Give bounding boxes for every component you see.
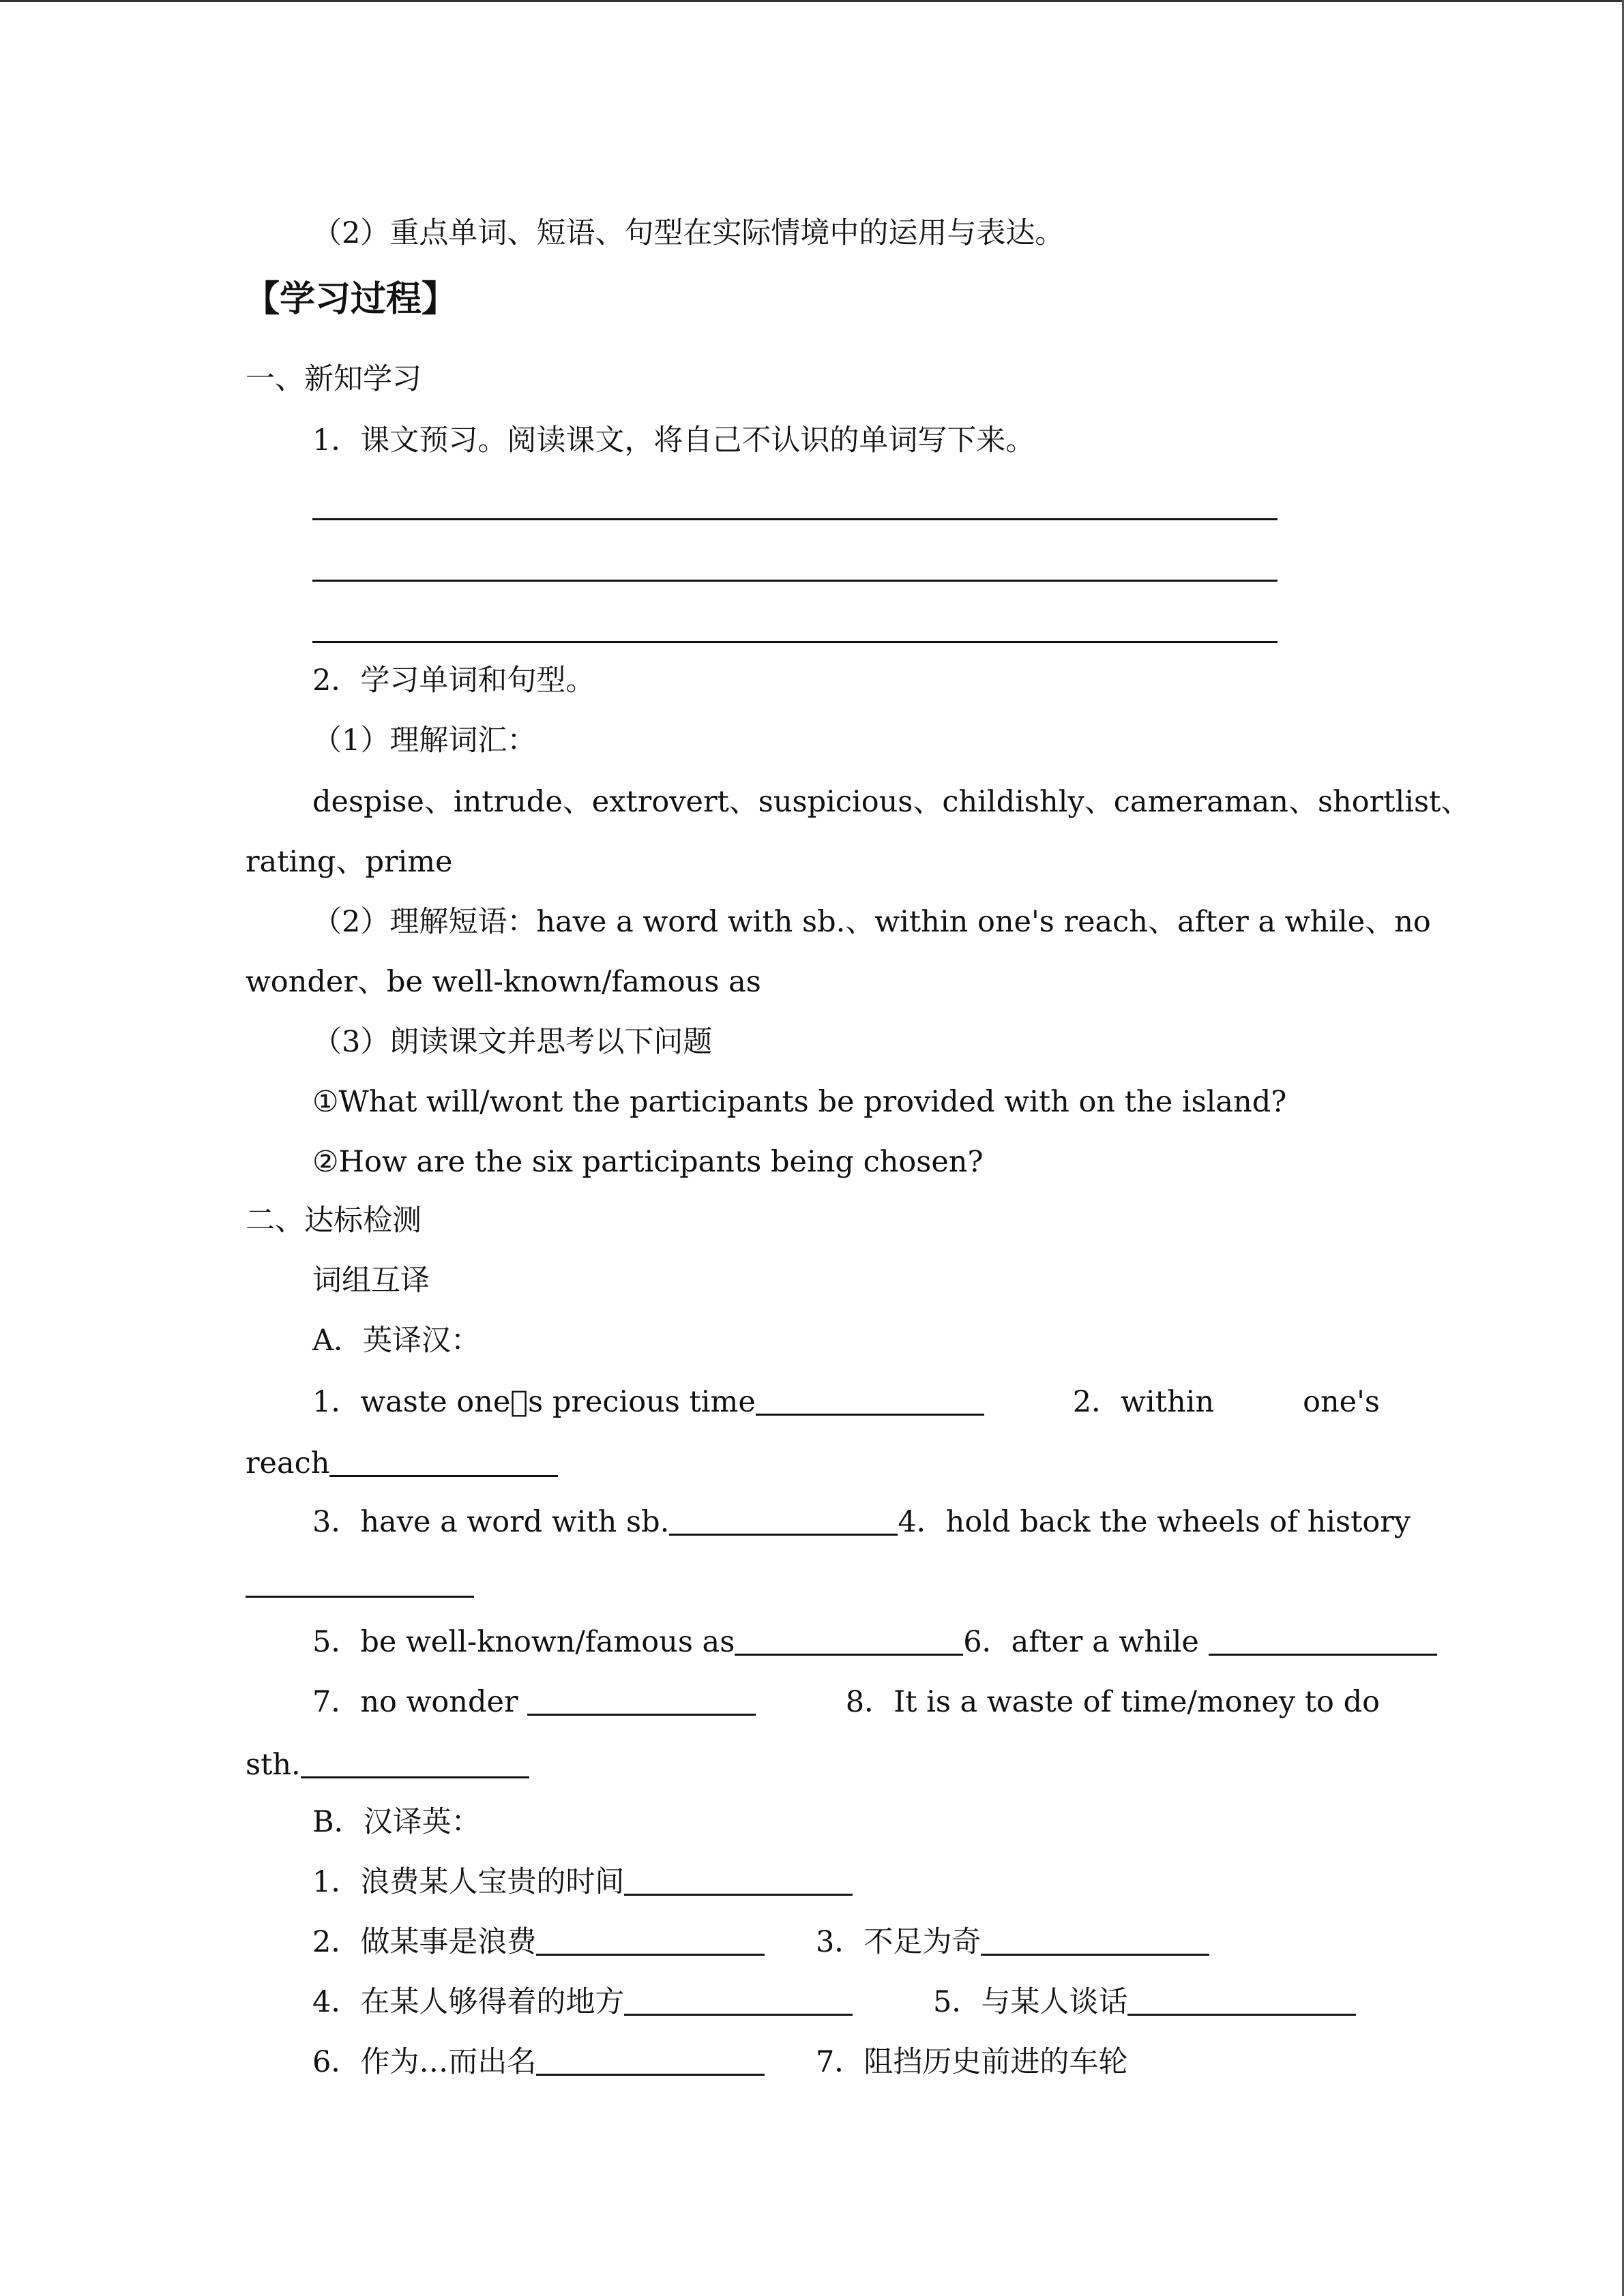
exercise-b5-text: 5．与某人谈话: [933, 1985, 1128, 2019]
section-b-label: B．汉译英：: [312, 1805, 481, 1839]
exercise-a3: [312, 1503, 898, 1541]
phrases-line-1: （2）理解短语：have a word with sb.、within one's reach、after a while、no: [312, 905, 1431, 939]
exercise-a1-text: 1．waste one s precious time: [312, 1385, 756, 1419]
objective-item-2: （2）重点单词、短语、句型在实际情境中的运用与表达。: [312, 216, 1065, 250]
page-top-border: [0, 0, 1624, 2]
task1-text: 1．课文预习。阅读课文，将自己不认识的单词写下来。: [312, 423, 1035, 458]
answer-blank-a5[interactable]: [735, 1626, 963, 1656]
test-subtitle: 词组互译: [312, 1264, 430, 1298]
answer-blank-b6[interactable]: [536, 2046, 765, 2076]
exercise-b6: [312, 2043, 765, 2081]
exercise-a2-end: [246, 1444, 558, 1482]
exercise-row-a1-a2: [312, 1383, 1380, 1421]
answer-line-1[interactable]: [312, 518, 1278, 520]
exercise-a3-text: 3．have a word with sb.: [312, 1505, 670, 1539]
section-heading-process: 【学习过程】: [244, 279, 458, 320]
question-1: ①What will/wont the participants be provided with on the island?: [312, 1085, 1287, 1119]
exercise-b6-text: 6．作为…而出名: [312, 2045, 537, 2079]
task2-text: 2．学习单词和句型。: [312, 664, 595, 698]
exercise-a2-mid: one's: [1303, 1385, 1380, 1419]
part1-title: 一、新知学习: [246, 362, 422, 396]
answer-line-2[interactable]: [312, 580, 1278, 582]
exercise-a5: [312, 1623, 963, 1661]
phrases-line-2: wonder、be well-known/famous as: [246, 965, 761, 999]
exercise-a1: [312, 1383, 984, 1421]
exercise-b2-text: 2．做某事是浪费: [312, 1925, 537, 1959]
exercise-a5-text: 5．be well-known/famous as: [312, 1625, 735, 1659]
part2-title: 二、达标检测: [246, 1204, 422, 1238]
answer-blank-a7[interactable]: [527, 1686, 756, 1716]
exercise-b1-text: 1．浪费某人宝贵的时间: [312, 1865, 625, 1899]
exercise-row-a3-a4: [312, 1503, 1411, 1541]
exercise-b3: [816, 1923, 1209, 1961]
exercise-a7: [312, 1683, 756, 1721]
exercise-a6-text: 6．after a while: [963, 1625, 1199, 1659]
answer-blank-b4[interactable]: [624, 1986, 853, 2016]
answer-blank-b1[interactable]: [624, 1866, 853, 1896]
questions-label: （3）朗读课文并思考以下问题: [312, 1025, 713, 1059]
exercise-a7-text: 7．no wonder: [312, 1685, 518, 1719]
answer-blank-a8[interactable]: [301, 1749, 529, 1778]
vocab-line-2: rating、prime: [246, 845, 453, 879]
answer-blank-a4[interactable]: [246, 1596, 474, 1598]
exercise-row-a7-a8: [312, 1683, 1380, 1721]
exercise-b4-text: 4．在某人够得着的地方: [312, 1985, 625, 2019]
exercise-a8-start: 8．It is a waste of time/money to do: [845, 1685, 1380, 1719]
exercise-b7: 7．阻挡历史前进的车轮: [816, 2045, 1128, 2079]
exercise-a6: [963, 1623, 1436, 1661]
exercise-b5: [933, 1983, 1356, 2021]
answer-blank-a6[interactable]: [1209, 1626, 1437, 1656]
exercise-a2-end-text: reach: [246, 1446, 330, 1480]
exercise-b1: [312, 1863, 853, 1901]
section-a-label: A．英译汉：: [312, 1324, 481, 1358]
answer-blank-b2[interactable]: [536, 1926, 765, 1956]
vocab-label: （1）理解词汇：: [312, 724, 537, 758]
answer-line-3[interactable]: [312, 641, 1278, 643]
answer-blank-a3[interactable]: [669, 1506, 898, 1536]
exercise-b2: [312, 1923, 765, 1961]
answer-blank-b3[interactable]: [981, 1926, 1209, 1956]
exercise-b4: [312, 1983, 853, 2021]
exercise-a2-start: 2．within: [1072, 1385, 1215, 1419]
exercise-row-a5-a6: [312, 1623, 1380, 1661]
exercise-a8-end-text: sth.: [246, 1748, 301, 1782]
answer-blank-b5[interactable]: [1127, 1986, 1356, 2016]
question-2: ②How are the six participants being chosen?: [312, 1145, 984, 1179]
vocab-line-1: despise、intrude、extrovert、suspicious、childishly、cameraman、shortlist、: [312, 785, 1471, 819]
exercise-a8-end: [246, 1746, 529, 1784]
exercise-a4: 4．hold back the wheels of history: [898, 1505, 1411, 1539]
answer-blank-a2[interactable]: [329, 1448, 558, 1477]
answer-blank-a1[interactable]: [756, 1386, 984, 1416]
exercise-b3-text: 3．不足为奇: [816, 1925, 981, 1959]
